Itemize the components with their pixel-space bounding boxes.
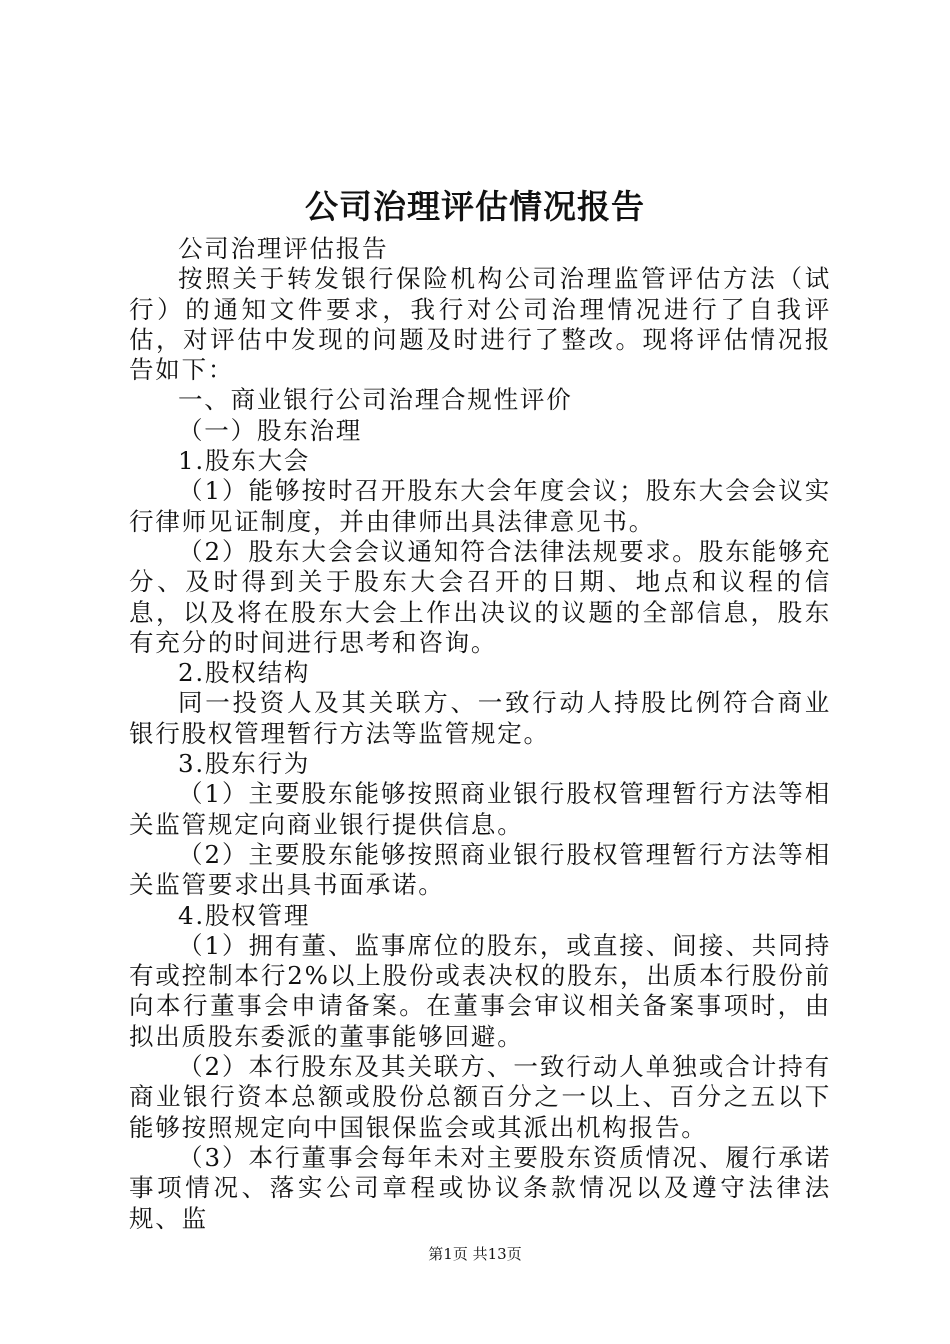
paragraph-management-1: （1）拥有董、监事席位的股东，或直接、间接、共同持有或控制本行2%以上股份或表决权的股东，出质本行股份前向本行董事会申请备案。在董事会审议相关备案事项时，由拟出质股东委派的董事能够回避。 xyxy=(129,930,831,1051)
paragraph-meeting-2: （2）股东大会会议通知符合法律法规要求。股东能够充分、及时得到关于股东大会召开的日期、地点和议程的信息，以及将在股东大会上作出决议的议题的全部信息，股东有充分的时间进行思考和咨询。 xyxy=(129,536,831,657)
paragraph-management-3: （3）本行董事会每年未对主要股东资质情况、履行承诺事项情况、落实公司章程或协议条款情况以及遵守法律法规、监 xyxy=(129,1142,831,1233)
item-heading-shareholder-meeting: 1.股东大会 xyxy=(178,446,311,476)
document-title: 公司治理评估情况报告 xyxy=(305,187,645,226)
subsection-heading-shareholder-governance: （一）股东治理 xyxy=(178,415,363,445)
paragraph-management-2: （2）本行股东及其关联方、一致行动人单独或合计持有商业银行资本总额或股份总额百分之一以上、百分之五以下能够按照规定向中国银保监会或其派出机构报告。 xyxy=(129,1052,831,1142)
document-body xyxy=(129,234,831,1234)
item-heading-shareholder-behavior: 3.股东行为 xyxy=(178,749,311,779)
item-heading-equity-structure: 2.股权结构 xyxy=(178,658,311,688)
paragraph-report-name: 公司治理评估报告 xyxy=(178,234,389,263)
section-heading-compliance: 一、商业银行公司治理合规性评价 xyxy=(178,385,573,415)
paragraph-equity-structure: 同一投资人及其关联方、一致行动人持股比例符合商业银行股权管理暂行方法等监管规定。 xyxy=(129,688,831,748)
paragraph-intro: 按照关于转发银行保险机构公司治理监管评估方法（试行）的通知文件要求，我行对公司治理情况进行了自我评估，对评估中发现的问题及时进行了整改。现将评估情况报告如下： xyxy=(129,264,831,385)
page-footer: 第1页 共13页 xyxy=(428,1245,522,1263)
item-heading-equity-management: 4.股权管理 xyxy=(178,900,311,930)
paragraph-behavior-2: （2）主要股东能够按照商业银行股权管理暂行方法等相关监管要求出具书面承诺。 xyxy=(129,839,831,900)
paragraph-meeting-1: （1）能够按时召开股东大会年度会议；股东大会会议实行律师见证制度，并由律师出具法律意见书。 xyxy=(129,476,831,536)
paragraph-behavior-1: （1）主要股东能够按照商业银行股权管理暂行方法等相关监管规定向商业银行提供信息。 xyxy=(129,779,831,839)
